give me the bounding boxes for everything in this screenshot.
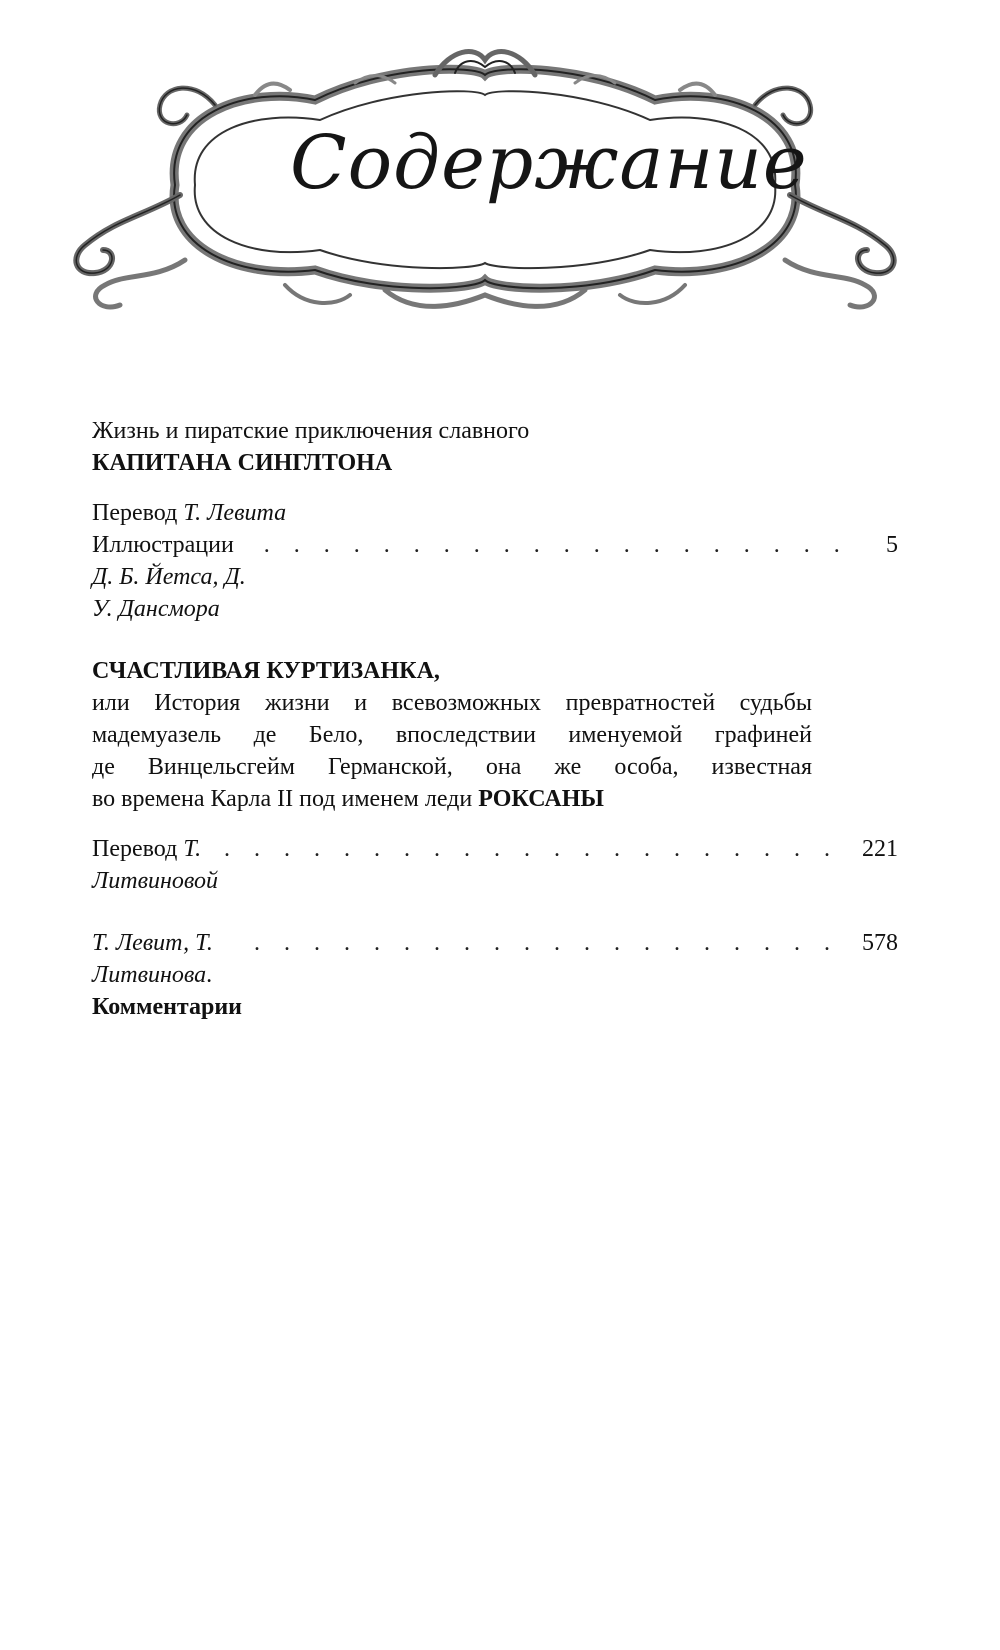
page-number: 5 [886, 532, 898, 558]
table-of-contents [92, 415, 898, 1023]
translation-line [92, 833, 218, 897]
translation-label: Перевод [92, 836, 178, 862]
toc-entry-roxana [92, 655, 898, 897]
dot-leader [254, 927, 852, 959]
entry-subtitle-last-line [92, 783, 898, 815]
toc-row-singleton[interactable] [92, 529, 898, 625]
comments-line: Т. Левит, Т. Литвинова. Комментарии [92, 930, 243, 1020]
translation-line [92, 497, 898, 529]
entry-title: СЧАСТЛИВАЯ КУРТИЗАНКА, [92, 658, 440, 684]
roxana-name: РОКСАНЫ [478, 786, 604, 812]
comments-title: Комментарии [92, 994, 243, 1020]
page-number: 578 [862, 930, 898, 956]
contents-heading: Содержание [290, 120, 808, 206]
entry-pretitle: Жизнь и пиратские приключения славного [92, 418, 530, 444]
illustrations-line [92, 529, 258, 625]
comments-authors: Т. Левит, Т. Литвинова [92, 930, 213, 988]
toc-entry-singleton [92, 415, 898, 625]
entry-title: КАПИТАНА СИНГЛТОНА [92, 450, 393, 476]
translator-name: Т. Левита [183, 500, 287, 526]
translation-label: Перевод [92, 500, 178, 526]
entry-subtitle-line: мадемуазель де Бело, впоследствии именуемой графиней [92, 722, 812, 748]
translator-name: Т. Литвиновой [92, 836, 219, 894]
toc-row-comments[interactable] [92, 927, 898, 1023]
illustrator-names: Д. Б. Йетса, Д. У. Дансмора [92, 564, 246, 622]
illustrations-label: Иллюстрации [92, 532, 234, 558]
dot-leader [224, 833, 852, 865]
dot-leader [264, 529, 852, 561]
page-number: 221 [862, 836, 898, 862]
toc-row-roxana[interactable] [92, 833, 898, 897]
entry-subtitle-line: или История жизни и всевозможных превратностей судьбы [92, 690, 812, 716]
subtitle-text: во времена Карла II под именем леди [92, 786, 473, 812]
entry-subtitle-line: де Винцельсгейм Германской, она же особа, известная [92, 754, 812, 780]
